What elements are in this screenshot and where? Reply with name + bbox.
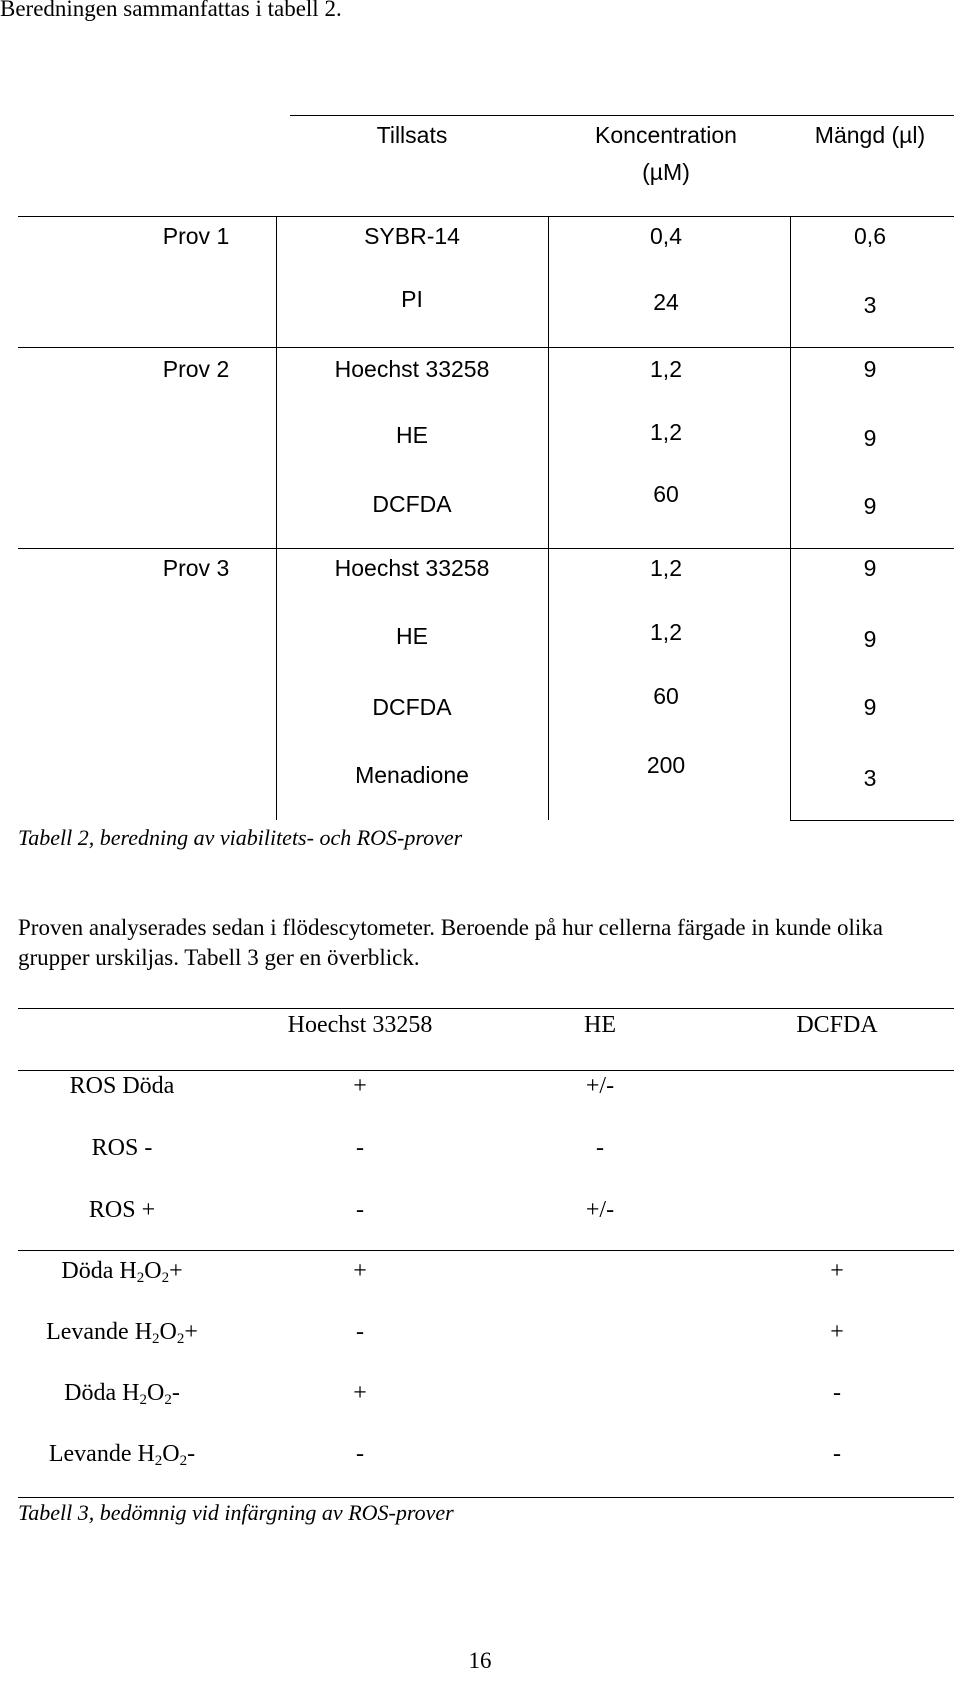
- page-number: 16: [468, 1648, 492, 1673]
- body-paragraph: Proven analyserades sedan i flödescytometer. Beroende på hur cellerna färgade in kunde olika grupper urskiljas. Tabell 3 ger en överblick.: [18, 915, 883, 970]
- table2-row-mangd: 3: [863, 292, 877, 318]
- table2-row-konc: 1,2: [650, 619, 682, 645]
- table3-row-label: [49, 1441, 195, 1468]
- table3-header-hoechst: Hoechst 33258: [287, 1012, 433, 1038]
- label-prefix: Levande H: [46, 1319, 153, 1345]
- table2-row-mangd: 9: [863, 493, 877, 519]
- table2-row-tillsats: SYBR-14: [364, 223, 460, 249]
- table2-col-divider-3: [790, 216, 791, 820]
- subscript: 2: [176, 1331, 185, 1347]
- table2-row-tillsats: Hoechst 33258: [334, 356, 490, 382]
- table3-cell-dcfda: -: [833, 1441, 841, 1467]
- table2-prov2-rule: [18, 347, 954, 348]
- table2-row-konc: 1,2: [650, 555, 682, 581]
- table2-row-tillsats: DCFDA: [372, 491, 452, 517]
- subscript: 2: [154, 1453, 163, 1469]
- table3-header-he: HE: [584, 1012, 616, 1038]
- intro-text: Beredningen sammanfattas i tabell 2.: [0, 0, 342, 21]
- table2-row-konc: 60: [653, 683, 679, 709]
- table2-header-koncentration-unit: (µM): [642, 159, 690, 185]
- table3-cell-hoechst: +: [353, 1380, 367, 1406]
- table2-row-mangd: 9: [863, 694, 877, 720]
- table3-caption: Tabell 3, bedömnig vid infärgning av ROS-prover: [18, 1500, 454, 1525]
- table2-caption: Tabell 2, beredning av viabilitets- och ROS-prover: [18, 825, 463, 850]
- table2-row-tillsats: HE: [396, 422, 428, 448]
- label-suffix: +: [169, 1258, 183, 1284]
- label-mid: O: [159, 1319, 177, 1345]
- table3-header-dcfda: DCFDA: [796, 1012, 878, 1038]
- table2-row-tillsats: HE: [396, 623, 428, 649]
- table3-row-label: ROS +: [88, 1197, 156, 1223]
- subscript: 2: [179, 1453, 188, 1469]
- table2-bottom-rule: [790, 820, 954, 821]
- table2-row-konc: 1,2: [650, 419, 682, 445]
- table2-row-mangd: 3: [863, 765, 877, 791]
- table3-top-rule: [18, 1008, 954, 1009]
- table2-row-prov: Prov 3: [162, 555, 230, 581]
- label-mid: O: [144, 1258, 162, 1284]
- table3-cell-dcfda: -: [833, 1380, 841, 1406]
- table2-row-konc: 24: [653, 289, 679, 315]
- table-2: [0, 0, 960, 840]
- table3-cell-he: +/-: [585, 1197, 615, 1223]
- table2-row-konc: 0,4: [650, 223, 682, 249]
- table3-cell-hoechst: +: [353, 1073, 367, 1099]
- table2-row-mangd: 0,6: [854, 223, 886, 249]
- table3-cell-hoechst: -: [356, 1319, 364, 1345]
- table3-cell-he: -: [596, 1135, 604, 1161]
- table2-row-mangd: 9: [863, 356, 877, 382]
- label-prefix: Döda H: [64, 1380, 140, 1406]
- table3-cell-hoechst: -: [356, 1441, 364, 1467]
- table2-header-tillsats: Tillsats: [376, 122, 448, 148]
- table2-row-mangd: 9: [863, 626, 877, 652]
- subscript: 2: [136, 1270, 145, 1286]
- subscript: 2: [164, 1392, 172, 1408]
- table2-row-mangd: 9: [863, 555, 877, 581]
- table3-bottom-rule: [18, 1497, 954, 1498]
- table2-row-tillsats: PI: [401, 286, 423, 312]
- table2-row-prov: Prov 2: [162, 356, 230, 382]
- table2-top-rule: [290, 115, 954, 116]
- label-prefix: Döda H: [61, 1258, 137, 1284]
- table2-row-tillsats: DCFDA: [372, 694, 452, 720]
- table3-row-label: ROS Döda: [69, 1073, 175, 1099]
- table2-row-tillsats: Hoechst 33258: [334, 555, 490, 581]
- label-suffix: -: [171, 1380, 180, 1406]
- label-mid: O: [162, 1441, 180, 1467]
- table3-section-rule: [18, 1250, 954, 1251]
- table2-col-divider-2: [548, 216, 549, 820]
- table2-row-prov: Prov 1: [162, 223, 230, 249]
- table3-cell-dcfda: +: [830, 1319, 844, 1345]
- table3-cell-dcfda: +: [830, 1258, 844, 1284]
- table3-row-label: ROS -: [91, 1135, 153, 1161]
- table3-cell-he: +/-: [585, 1073, 615, 1099]
- table2-row-konc: 200: [646, 752, 686, 778]
- table3-cell-hoechst: -: [356, 1197, 364, 1223]
- subscript: 2: [139, 1392, 147, 1408]
- table2-row-konc: 1,2: [650, 356, 682, 382]
- table3-header-rule: [18, 1070, 954, 1071]
- label-mid: O: [146, 1380, 165, 1406]
- label-suffix: +: [184, 1319, 198, 1345]
- subscript: 2: [152, 1331, 160, 1347]
- table2-col-divider-1: [276, 216, 277, 820]
- table2-header-mangd: Mängd (µl): [814, 122, 926, 148]
- table2-row-mangd: 9: [863, 425, 877, 451]
- subscript: 2: [161, 1270, 170, 1286]
- label-prefix: Levande H: [48, 1441, 155, 1467]
- table3-row-label: [61, 1258, 182, 1285]
- table3-cell-hoechst: -: [356, 1135, 364, 1161]
- table2-row-konc: 60: [653, 481, 679, 507]
- table3-row-label: [46, 1319, 198, 1346]
- table2-row-tillsats: Menadione: [355, 762, 469, 788]
- table2-header-koncentration: Koncentration: [595, 122, 737, 148]
- label-suffix: -: [187, 1441, 196, 1467]
- table3-row-label: [64, 1380, 180, 1407]
- table2-prov3-rule: [18, 548, 954, 549]
- table3-cell-hoechst: +: [353, 1258, 367, 1284]
- table2-header-rule: [18, 216, 954, 217]
